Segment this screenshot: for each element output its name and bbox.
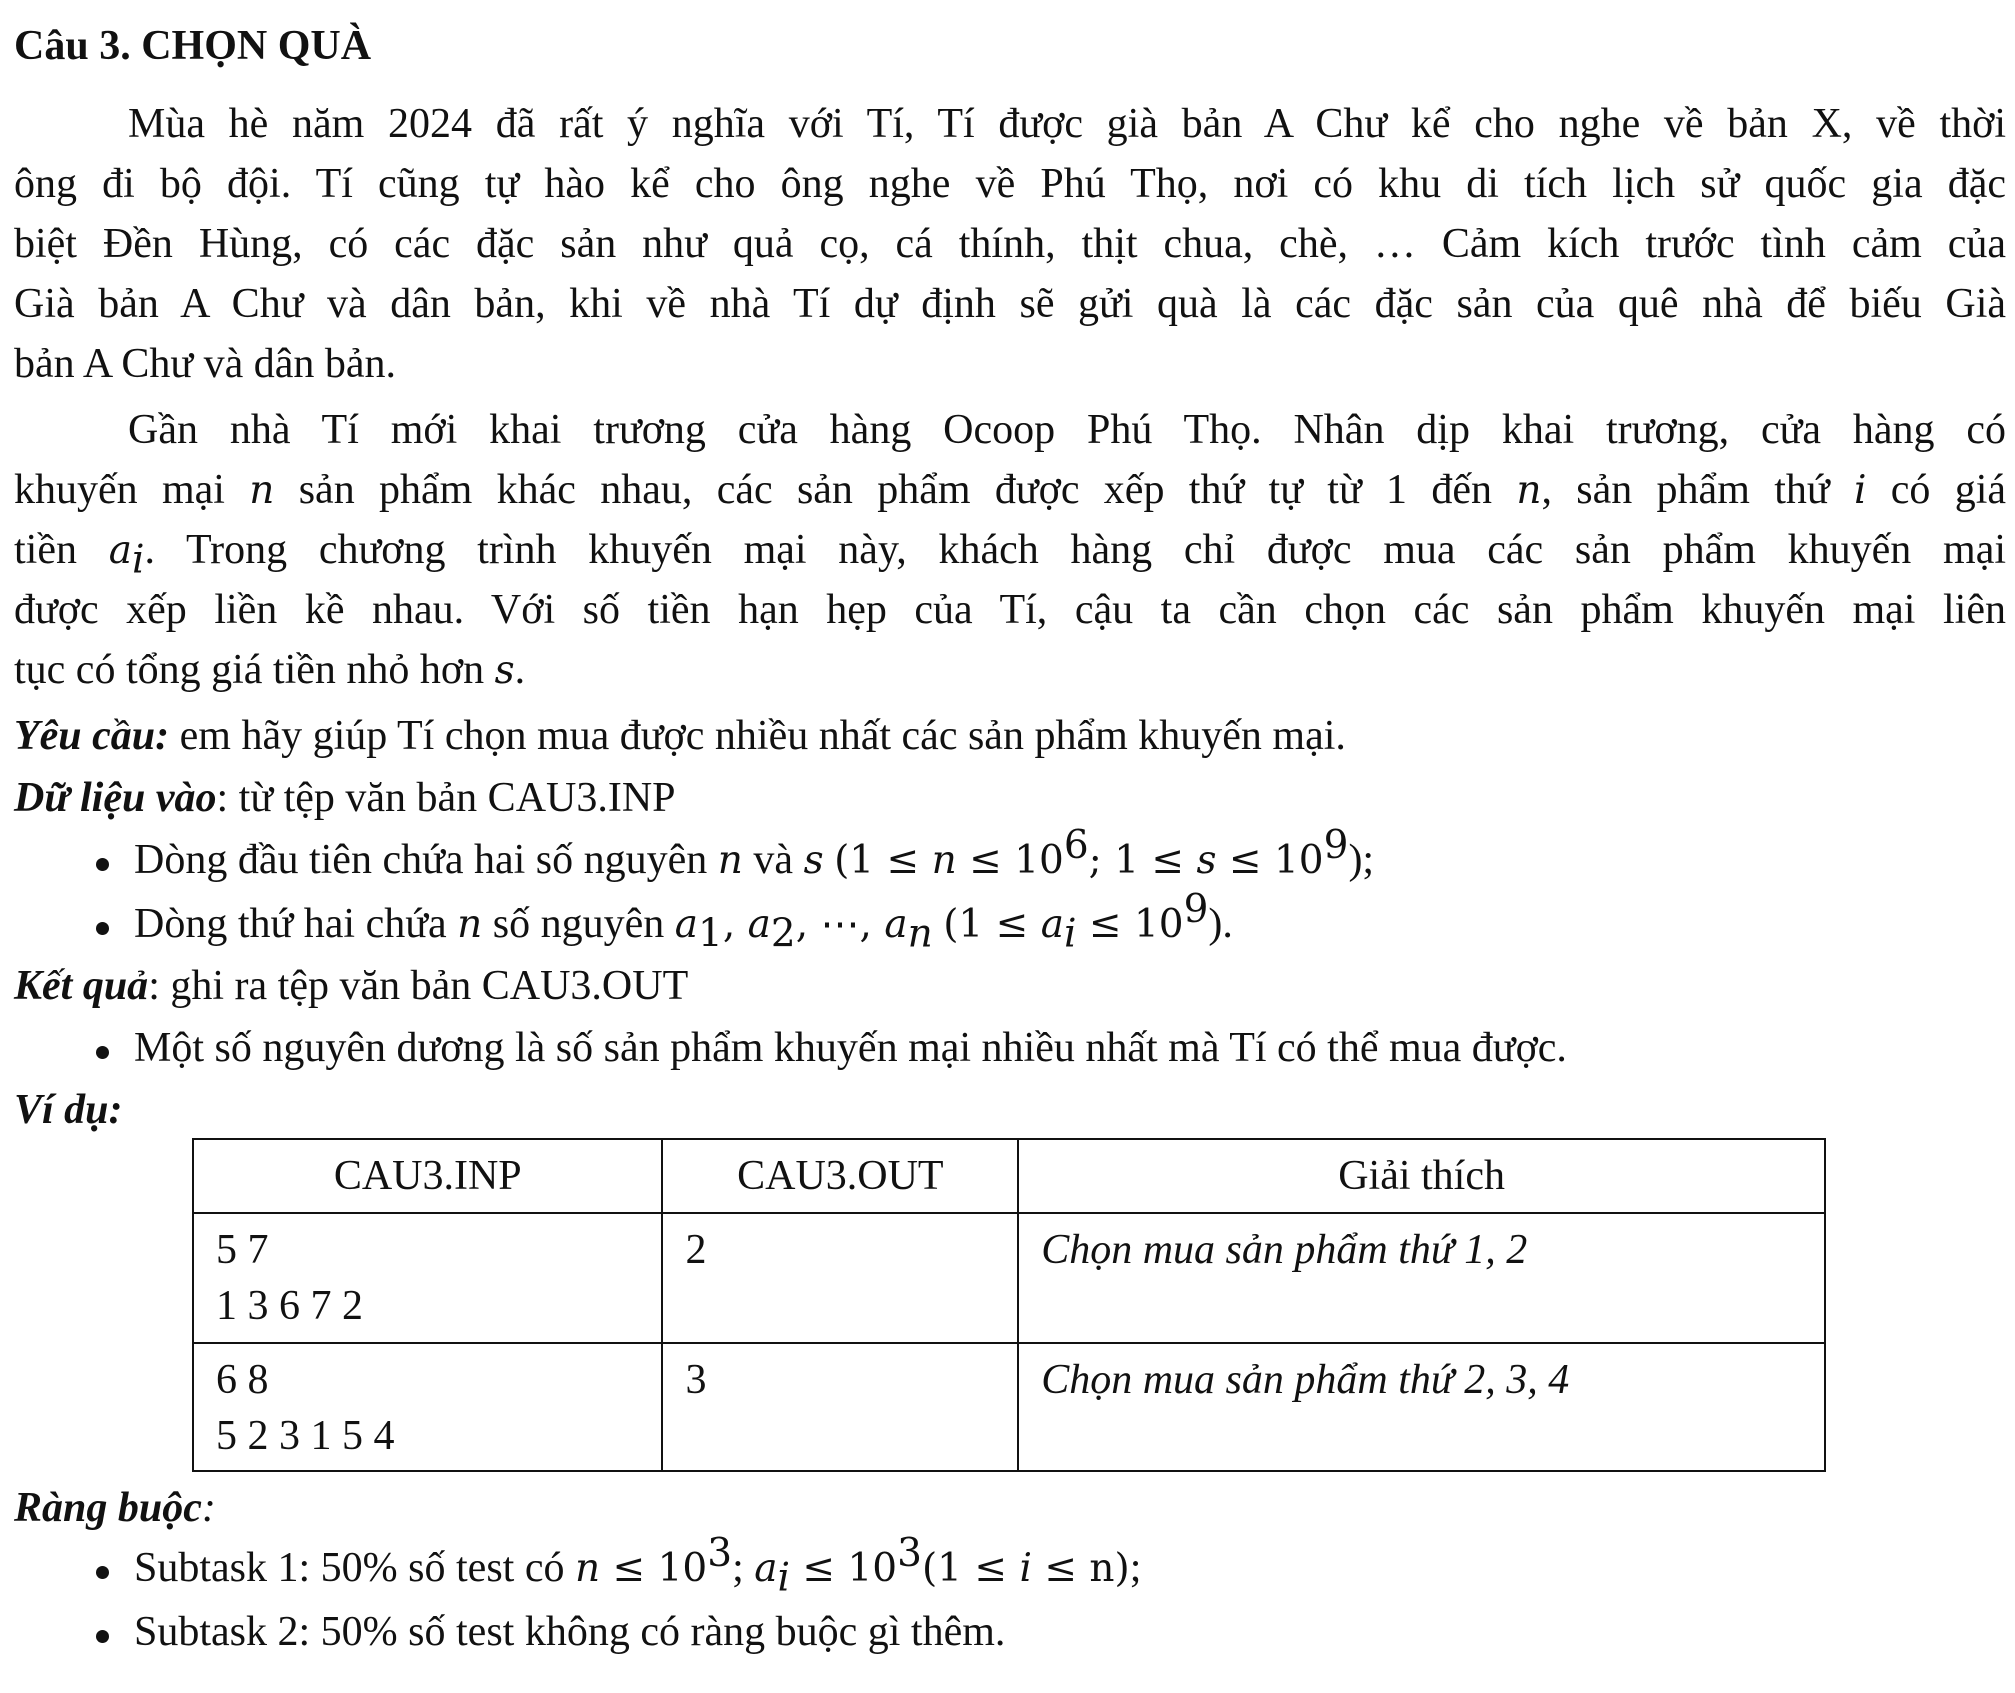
example-table	[192, 1138, 1826, 1472]
example-label: Ví dụ:	[14, 1087, 123, 1133]
para2-line-5: tục có tổng giá tiền nhỏ hơn s.	[14, 647, 526, 693]
para1-line-1: Mùa hè năm 2024 đã rất ý nghĩa với Tí, Tí được già bản A Chư kể cho nghe về bản X, về thời	[128, 101, 2006, 147]
problem-title: Câu 3. CHỌN QUÀ	[14, 23, 372, 69]
output-cell: 3	[662, 1343, 1018, 1471]
para1-line-3: biệt Đền Hùng, có các đặc sản như quả cọ, cá thính, thịt chua, chè, … Cảm kích trước tình cảm của	[14, 221, 2006, 267]
table-header-cell: Giải thích	[1018, 1139, 1825, 1213]
output-heading: Kết quả: ghi ra tệp văn bản CAU3.OUT	[14, 963, 689, 1009]
subtask-1: Subtask 1: 50% số test có $n \le 10^3$; $a_i \le 10^3(1 \le i \le n)$;	[134, 1531, 1142, 1601]
table-header-cell: CAU3.OUT	[662, 1139, 1018, 1213]
table-header-row	[193, 1139, 1825, 1213]
constraints-heading: Ràng buộc:	[14, 1485, 216, 1531]
request-line: Yêu cầu: em hãy giúp Tí chọn mua được nhiều nhất các sản phẩm khuyến mại.	[14, 713, 1346, 759]
para2-line-1: Gần nhà Tí mới khai trương cửa hàng Ocoop Phú Thọ. Nhân dịp khai trương, cửa hàng có	[128, 407, 2006, 453]
explain-cell: Chọn mua sản phẩm thứ 1, 2	[1018, 1213, 1825, 1343]
input-bullet-2: Dòng thứ hai chứa n số nguyên $a_1$, $a_2$, ⋯, $a_n$ $(1 \le a_i \le 10^9)$.	[134, 887, 1233, 957]
input-heading: Dữ liệu vào: từ tệp văn bản CAU3.INP	[14, 775, 676, 821]
output-cell: 2	[662, 1213, 1018, 1343]
bullet-icon	[96, 1566, 109, 1579]
input-bullet-1: Dòng đầu tiên chứa hai số nguyên n và s ($1 \le n \le 10^6$; $1 \le s \le 10^9$);	[134, 823, 1375, 883]
para2-line-3: tiền $a_i$. Trong chương trình khuyến mại này, khách hàng chỉ được mua các sản phẩm khuyến mại	[14, 527, 2007, 583]
para2-line-2: khuyến mại n sản phẩm khác nhau, các sản phẩm được xếp thứ tự từ 1 đến n, sản phẩm thứ i có giá	[14, 467, 2007, 513]
table-row	[193, 1343, 1825, 1471]
explain-cell: Chọn mua sản phẩm thứ 2, 3, 4	[1018, 1343, 1825, 1471]
subtask-2: Subtask 2: 50% số test không có ràng buộc gì thêm.	[134, 1609, 1006, 1655]
table-header-cell: CAU3.INP	[193, 1139, 662, 1213]
table-row	[193, 1213, 1825, 1343]
bullet-icon	[96, 858, 109, 871]
input-cell: 5 7 1 3 6 7 2	[193, 1213, 662, 1343]
para1-line-5: bản A Chư và dân bản.	[14, 341, 397, 387]
output-bullet-1: Một số nguyên dương là số sản phẩm khuyến mại nhiều nhất mà Tí có thể mua được.	[134, 1025, 1567, 1071]
para1-line-4: Già bản A Chư và dân bản, khi về nhà Tí dự định sẽ gửi quà là các đặc sản của quê nhà để biếu Già	[14, 281, 2006, 327]
bullet-icon	[96, 922, 109, 935]
input-cell: 6 8 5 2 3 1 5 4	[193, 1343, 662, 1471]
bullet-icon	[96, 1046, 109, 1059]
para2-line-4: được xếp liền kề nhau. Với số tiền hạn hẹp của Tí, cậu ta cần chọn các sản phẩm khuyến mại liên	[14, 587, 2006, 633]
bullet-icon	[96, 1630, 109, 1643]
para1-line-2: ông đi bộ đội. Tí cũng tự hào kể cho ông nghe về Phú Thọ, nơi có khu di tích lịch sử quốc gia đặc	[14, 161, 2006, 207]
